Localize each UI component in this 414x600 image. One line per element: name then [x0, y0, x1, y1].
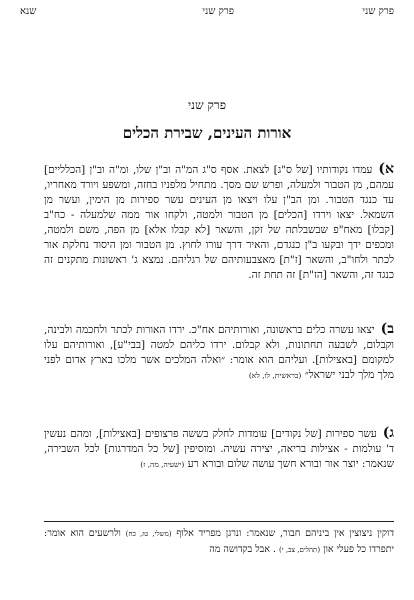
- paragraph-text: יצאו עשרה כלים בראשונה, ואורותיהם אח"כ. ירדו האורות לכתר ולחכמה ולבינה, וקבלום, לשבעה תחתונות, ולא קבלום. ירדו כליהם למטה [בבי"ע], ואורותיהם עלו למקומם [באצילות]. ועליהם הוא אומר: ״ואלה המלכים אשר מלכו בארץ אדום לפני מלך מלך לבני ישראל״: [44, 324, 394, 381]
- chapter-number: פרק שני: [188, 98, 226, 112]
- verse-reference: (ישעיה, מה, ז): [140, 460, 185, 469]
- running-header: [20, 6, 394, 20]
- paragraph-alef: [44, 162, 394, 283]
- footnote: [44, 526, 394, 558]
- footnote-ref-2: (תהלים, צב, י): [279, 546, 321, 554]
- header-book-mark: שנא: [20, 6, 37, 17]
- verse-reference: (בראשית, לו, לא): [248, 371, 302, 380]
- footnote-text-1: דוקין ניצוצין אין ביניהם חבור, שנאמר: ונרגן מפריד אלוף: [176, 528, 395, 539]
- paragraph-gimel: [44, 426, 394, 472]
- header-page-number: פרק שני: [362, 6, 394, 17]
- paragraph-marker: ב): [380, 321, 394, 337]
- paragraph-marker: ג): [382, 425, 394, 441]
- footnote-ref-1: (משלי, טז, כח): [125, 530, 172, 538]
- footnote-text-3: . אבל בקדושה מה: [209, 544, 276, 555]
- chapter-title: אורות העינים, שבירת הכלים: [122, 124, 292, 142]
- paragraph-marker: א): [378, 161, 394, 177]
- footnote-divider: [44, 521, 394, 522]
- paragraph-text: עשר ספירות [של נקודים] עומדות לחלק בששה פרצופים [באצילות], ומהם נעשין ד' עולמות - אצילות בריאה, יצירה עשיה. ומוסיפין [של כל המדרגות] לכל השבירה, שנאמר: יוצר אור ובורא חשך עושה שלום ובורא רע: [44, 428, 394, 470]
- footnote-text-2: ולרשעים הוא אומר: יתפרדו כל פעלי און: [44, 528, 394, 555]
- paragraph-text: עמדו נקודותיו [של ס"ג] לצאת. אסף ס"ג המ"ה וב"ן שלו, ומ"ה וב"ן [הכלליים] עמהם, מן הטבור ולמעלה, ופרש שם מסך. מתחיל מלפניו בחזה, ומשפע ויורד מאחריו, עד כנגד הטבור. ומן הב"ן עלו ויצאו מן העינים עשר ספירות מן הימין, ועשר מן השמאל. יצאו וירדו [הכלים] מן הטבור ולמטה, ולקחו אור ממה שלמעלה - כח"ב [קבלו] מאח"פ שבשבלתה של זקן, והשאר [לא קבלו אלא] מן הפה, משם ולמטה, ומכפים ידך ובקעו ב"ן כנגדם, והאיר דרך עורו לחוץ. מן הטבור ומן היסוד נחלקת אור לכתר ולחו"ב, והשאר [ז"ת] מאצבעותיהם של רגליהם. נמצא ג' ראשונות מתקנים זה כנגד זה, והשאר [הז"ת] זה תחת זה.: [44, 164, 394, 281]
- paragraph-bet: [44, 322, 394, 383]
- header-chapter: פרק שני: [202, 6, 234, 17]
